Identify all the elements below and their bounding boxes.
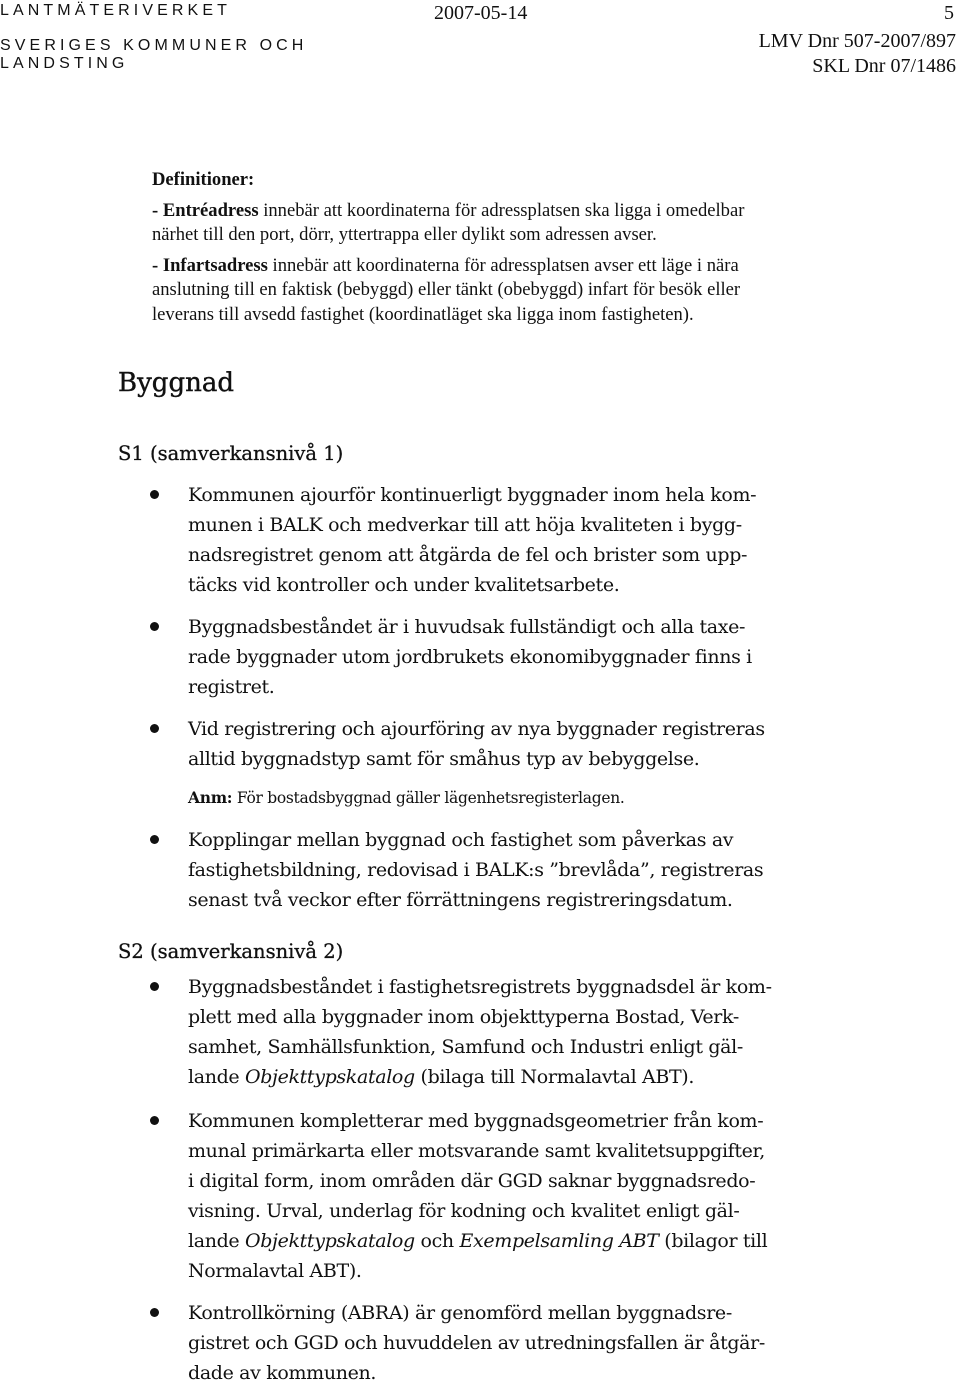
list-item-text: Byggnadsbeståndet i fastighetsregistrets byggnadsdel är kom- plett med alla byggnader inom objekttyperna Bostad, Verk- samhet, Samhällsfunktion, Samfund och Industri enligt gäl- lande Objekttypskatalog (bilaga till Normalavtal ABT). [188, 976, 772, 1088]
list-item-text: Byggnadsbeståndet är i huvudsak fullständigt och alla taxe- rade byggnader utom jordbrukets ekonomibyggnader finns i registret. [188, 616, 752, 698]
org-name-skl-line2: LANDSTING [0, 55, 129, 72]
definition-entreadress [152, 199, 872, 248]
bullet-icon [150, 835, 159, 844]
lmv-reference-number: LMV Dnr 507-2007/897 [758, 30, 956, 52]
list-item-text: Kopplingar mellan byggnad och fastighet som påverkas av fastighetsbildning, redovisad i BALK:s ”brevlåda”, registreras senast två veckor efter förrättningens registreringsdatum. [188, 829, 764, 911]
note-label: Anm: [188, 788, 233, 807]
definition-text: anslutning till en faktisk (bebyggd) eller tänkt (obebyggd) infart för besök eller [152, 279, 741, 300]
bullet-icon [150, 724, 159, 733]
definitions-block [152, 168, 872, 327]
skl-reference-number: SKL Dnr 07/1486 [812, 55, 956, 77]
page-number: 5 [944, 2, 954, 24]
note-text: För bostadsbyggnad gäller lägenhetsregisterlagen. [232, 789, 625, 807]
heading-s1: S1 (samverkansnivå 1) [118, 442, 344, 465]
definition-text: innebär att koordinaterna för adressplatsen ska ligga i omedelbar [258, 199, 745, 221]
reference-objekttypskatalog: Objekttypskatalog [245, 1230, 415, 1252]
bullet-icon [150, 490, 159, 499]
page-header [0, 0, 960, 80]
reference-objekttypskatalog: Objekttypskatalog [245, 1066, 415, 1088]
definition-text: närhet till den port, dörr, yttertrappa eller dylikt som adressen avser. [152, 224, 657, 245]
note-annotation [188, 788, 625, 807]
reference-exempelsamling: Exempelsamling ABT [459, 1230, 659, 1252]
org-name-lantmateriverket: LANTMÄTERIVERKET [0, 2, 231, 19]
bullet-icon [150, 982, 159, 991]
bullet-icon [150, 1116, 159, 1125]
list-item-text: Kommunen ajourför kontinuerligt byggnader inom hela kom- munen i BALK och medverkar till att höja kvaliteten i bygg- nadsregistret genom att åtgärda de fel och brister som upp- täcks vid kontroller och under kvalitetsarbete. [188, 484, 757, 596]
list-item-text: Kommunen kompletterar med byggnadsgeometrier från kom- munal primärkarta eller motsvarande samt kvalitetsuppgifter, i digital form, inom områden där GGD saknar byggnadsredo- visning. Urval, underlag för kodning och kvalitet enligt gäl- lande Objekttypskatalog och Exempelsamling ABT (bilagor till Normalavtal ABT). [188, 1110, 768, 1282]
document-date: 2007-05-14 [434, 2, 528, 24]
definitions-title: Definitioner: [152, 169, 255, 190]
list-item-text: Vid registrering och ajourföring av nya byggnader registreras alltid byggnadstyp samt för småhus typ av bebyggelse. [188, 718, 765, 770]
term-infartsadress: - Infartsadress [152, 254, 268, 276]
heading-s2: S2 (samverkansnivå 2) [118, 940, 344, 963]
section-heading-byggnad: Byggnad [118, 368, 234, 398]
list-item-text: Kontrollkörning (ABRA) är genomförd mellan byggnadsre- gistret och GGD och huvuddelen av utredningsfallen är åtgär- dade av kommunen. [188, 1302, 765, 1384]
term-entreadress: - Entréadress [152, 199, 259, 221]
definition-text: innebär att koordinaterna för adressplatsen avser ett läge i nära [267, 254, 739, 276]
definition-infartsadress [152, 254, 872, 328]
bullet-icon [150, 622, 159, 631]
org-name-skl-line1: SVERIGES KOMMUNER OCH [0, 37, 308, 54]
bullet-icon [150, 1308, 159, 1317]
definition-text: leverans till avsedd fastighet (koordinatläget ska ligga inom fastigheten). [152, 303, 694, 325]
